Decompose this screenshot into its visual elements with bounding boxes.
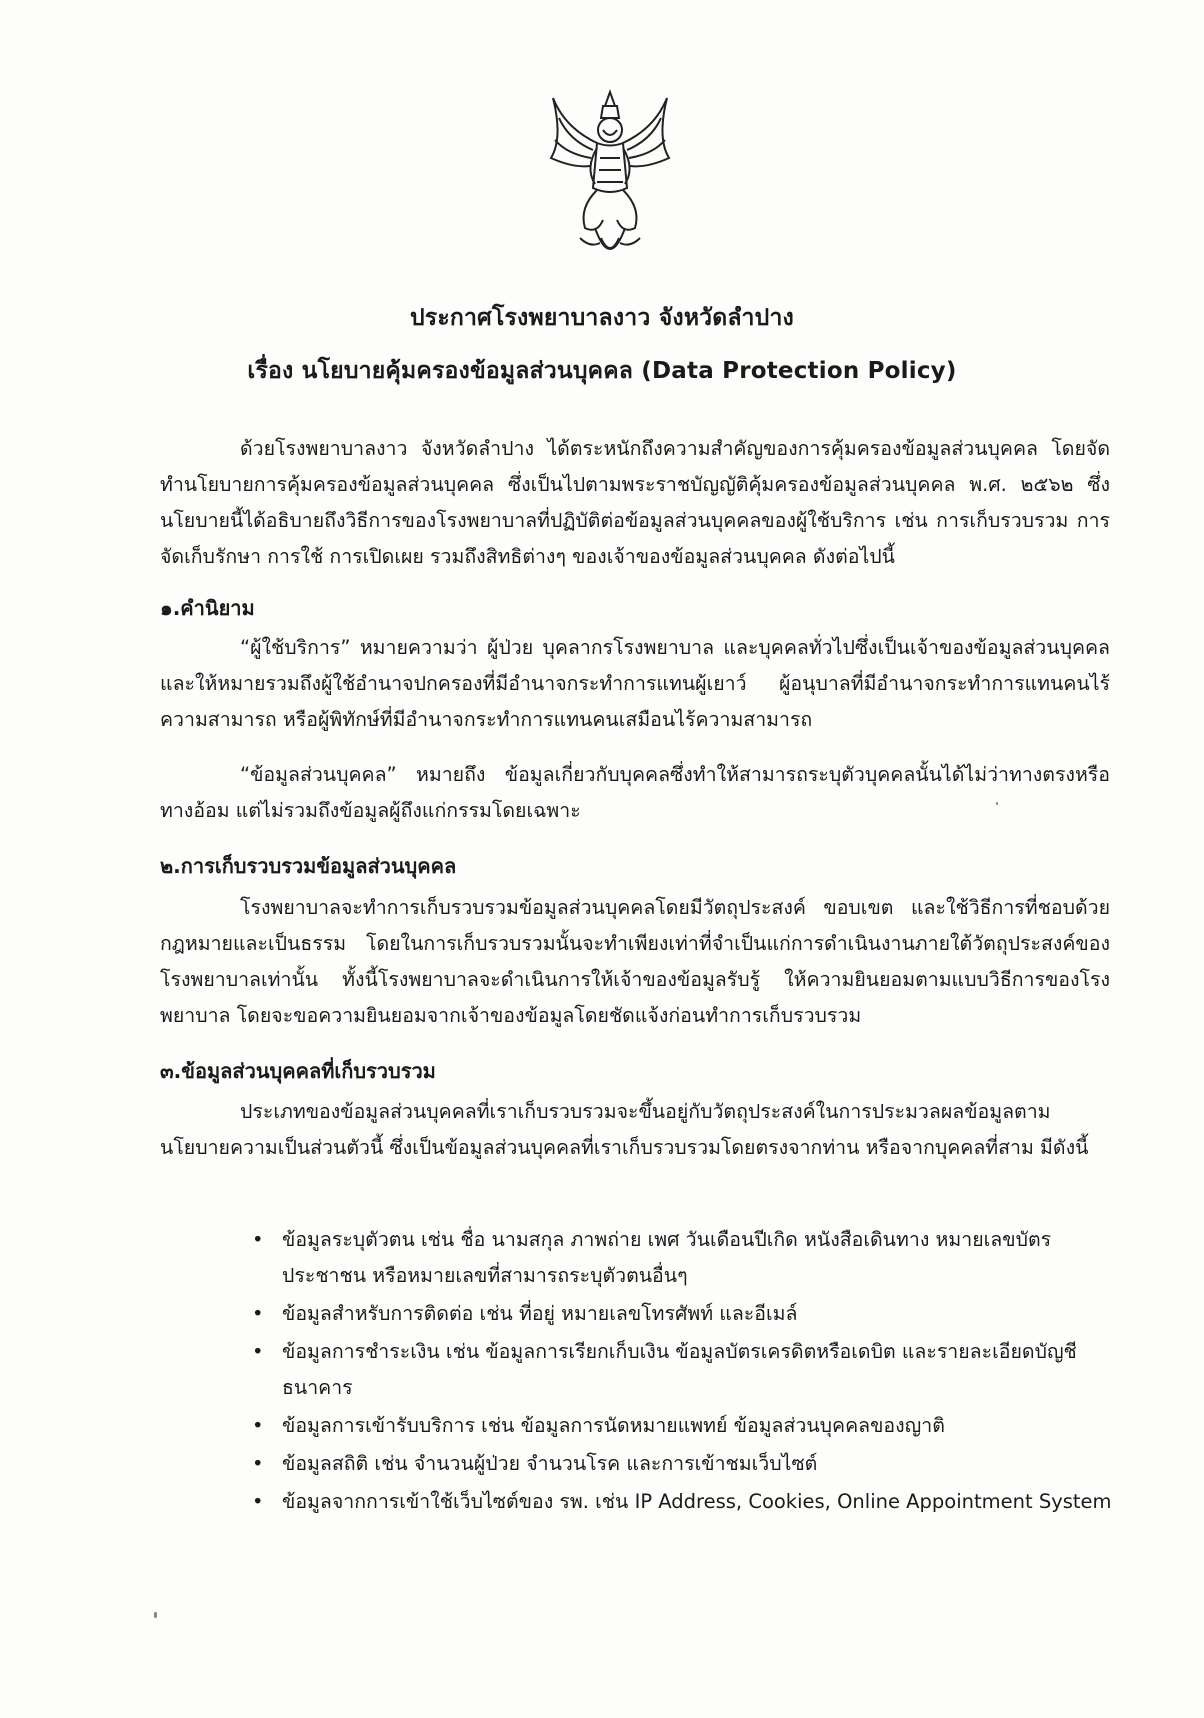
intro-paragraph: ด้วยโรงพยาบาลงาว จังหวัดลำปาง ได้ตระหนักถึงความสำคัญของการคุ้มครองข้อมูลส่วนบุคคล โดยจัดทำนโยบายการคุ้มครองข้อมูลส่วนบุคคล ซึ่งเป็นไปตามพระราชบัญญัติคุ้มครองข้อมูลส่วนบุคคล พ.ศ. ๒๕๖๒ ซึ่งนโยบายนี้ได้อธิบายถึงวิธีการของโรงพยาบาลที่ปฏิบัติต่อข้อมูลส่วนบุคคลของผู้ใช้บริการ เช่น การเก็บรวบรวม การจัดเก็บรักษา การใช้ การเปิดเผย รวมถึงสิทธิต่างๆ ของเจ้าของข้อมูลส่วนบุคคล ดังต่อไปนี้ — [160, 437, 1110, 568]
list-item: • ข้อมูลสถิติ เช่น จำนวนผู้ป่วย จำนวนโรค และการเข้าชมเว็บไซต์ — [282, 1446, 1112, 1482]
section-1-heading: ๑.คำนิยาม — [160, 596, 255, 620]
section-2-heading: ๒.การเก็บรวบรวมข้อมูลส่วนบุคคล — [160, 854, 457, 878]
announcement-title: ประกาศโรงพยาบาลงาว จังหวัดลำปาง — [410, 305, 794, 331]
data-types-list — [282, 1222, 1112, 1522]
section-3-paragraph: ประเภทของข้อมูลส่วนบุคคลที่เราเก็บรวบรวมจะขึ้นอยู่กับวัตถุประสงค์ในการประมวลผลข้อมูลตามนโยบายความเป็นส่วนตัวนี้ ซึ่งเป็นข้อมูลส่วนบุคคลที่เราเก็บรวบรวมโดยตรงจากท่าน หรือจากบุคคลที่สาม มีดังนี้ — [160, 1100, 1089, 1159]
scan-speck — [154, 1612, 157, 1618]
list-item: • ข้อมูลจากการเข้าใช้เว็บไซต์ของ รพ. เช่น IP Address, Cookies, Online Appointment System — [282, 1484, 1112, 1520]
section-1-definition-personal-data: “ข้อมูลส่วนบุคคล” หมายถึง ข้อมูลเกี่ยวกับบุคคลซึ่งทำให้สามารถระบุตัวบุคคลนั้นได้ไม่ว่าทางตรงหรือทางอ้อม แต่ไม่รวมถึงข้อมูลผู้ถึงแก่กรรมโดยเฉพาะ — [160, 763, 1110, 822]
section-1-definition-user: “ผู้ใช้บริการ” หมายความว่า ผู้ป่วย บุคลากรโรงพยาบาล และบุคคลทั่วไปซึ่งเป็นเจ้าของข้อมูลส่วนบุคคล และให้หมายรวมถึงผู้ใช้อำนาจปกครองที่มีอำนาจกระทำการแทนผู้เยาว์ ผู้อนุบาลที่มีอำนาจกระทำการแทนคนไร้ความสามารถ หรือผู้พิทักษ์ที่มีอำนาจกระทำการแทนคนเสมือนไร้ความสามารถ — [160, 636, 1110, 731]
scan-speck — [996, 802, 998, 805]
section-2-paragraph: โรงพยาบาลจะทำการเก็บรวบรวมข้อมูลส่วนบุคคลโดยมีวัตถุประสงค์ ขอบเขต และใช้วิธีการที่ชอบด้วยกฎหมายและเป็นธรรม โดยในการเก็บรวบรวมนั้นจะทำเพียงเท่าที่จำเป็นแก่การดำเนินงานภายใต้วัตถุประสงค์ของโรงพยาบาลเท่านั้น ทั้งนี้โรงพยาบาลจะดำเนินการให้เจ้าของข้อมูลรับรู้ ให้ความยินยอมตามแบบวิธีการของโรงพยาบาล โดยจะขอความยินยอมจากเจ้าของข้อมูลโดยชัดแจ้งก่อนทำการเก็บรวบรวม — [160, 896, 1110, 1027]
section-3-heading: ๓.ข้อมูลส่วนบุคคลที่เก็บรวบรวม — [160, 1059, 436, 1083]
list-item: • ข้อมูลสำหรับการติดต่อ เช่น ที่อยู่ หมายเลขโทรศัพท์ และอีเมล์ — [282, 1296, 1112, 1332]
garuda-emblem-icon — [545, 88, 675, 270]
list-item: • ข้อมูลการชำระเงิน เช่น ข้อมูลการเรียกเก็บเงิน ข้อมูลบัตรเครดิตหรือเดบิต และรายละเอียดบัญชีธนาคาร — [282, 1334, 1112, 1406]
announcement-subject: เรื่อง นโยบายคุ้มครองข้อมูลส่วนบุคคล (Data Protection Policy) — [247, 358, 957, 384]
list-item: • ข้อมูลระบุตัวตน เช่น ชื่อ นามสกุล ภาพถ่าย เพศ วันเดือนปีเกิด หนังสือเดินทาง หมายเลขบัตรประชาชน หรือหมายเลขที่สามารถระบุตัวตนอื่นๆ — [282, 1222, 1112, 1294]
list-item: • ข้อมูลการเข้ารับบริการ เช่น ข้อมูลการนัดหมายแพทย์ ข้อมูลส่วนบุคคลของญาติ — [282, 1408, 1112, 1444]
